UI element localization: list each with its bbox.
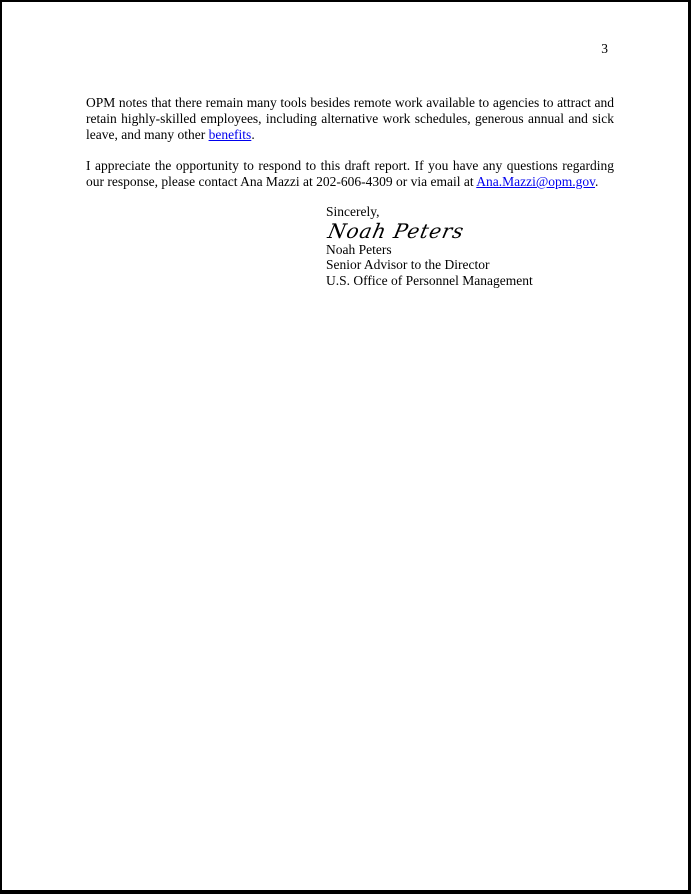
handwritten-signature: Noah Peters [325, 218, 467, 243]
signature-block [326, 204, 533, 288]
paragraph-text: . [595, 174, 599, 189]
email-link[interactable]: Ana.Mazzi@opm.gov [476, 174, 596, 189]
closing-salutation: Sincerely, [326, 204, 380, 219]
letter-body [86, 95, 614, 190]
paragraph-text: OPM notes that there remain many tools besides remote work available to agencies to attract and retain highly-skilled employees, including alternative work schedules, generous annual and sick leave, and many other [86, 95, 614, 142]
signer-name: Noah Peters [326, 241, 392, 257]
signer-title: Senior Advisor to the Director [326, 257, 490, 272]
paragraph-contact-info [86, 158, 614, 190]
paragraph-text: I appreciate the opportunity to respond to this draft report. If you have any questions regarding our response, please contact Ana Mazzi at 202-606-4309 or via email at [86, 158, 614, 189]
paragraph-remote-work-tools [86, 95, 614, 143]
page-number: 3 [601, 41, 608, 56]
paragraph-text: . [251, 127, 255, 142]
benefits-link[interactable]: benefits [208, 127, 252, 142]
signer-organization: U.S. Office of Personnel Management [326, 272, 533, 288]
